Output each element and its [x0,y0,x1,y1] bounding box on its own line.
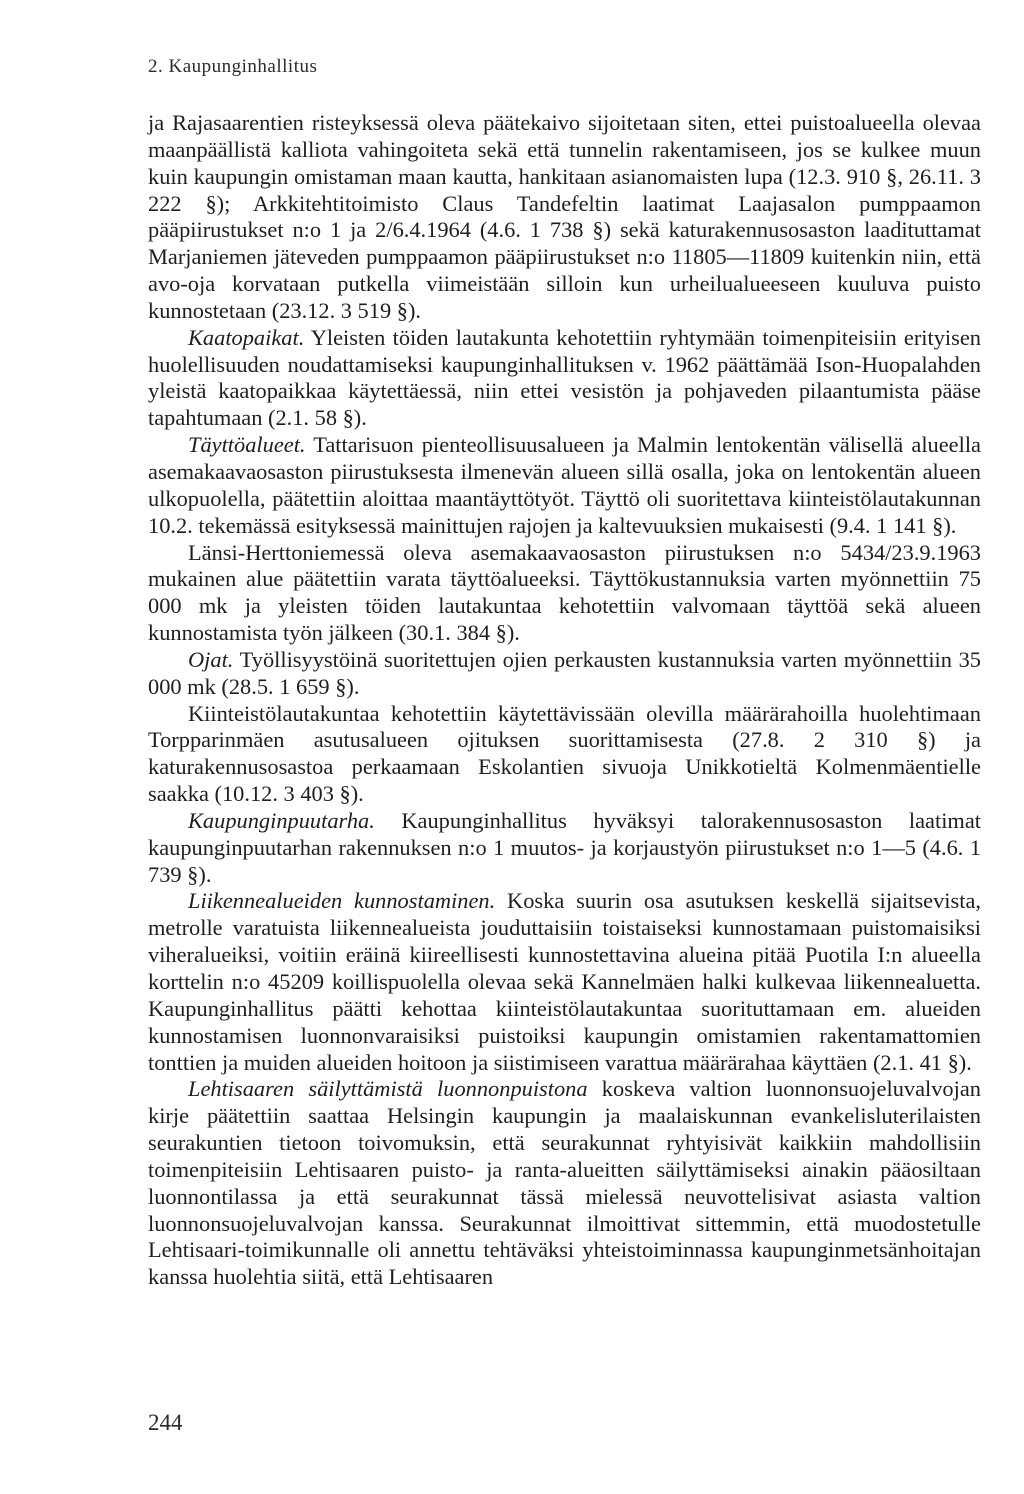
paragraph-tayttoalueet [148,432,981,539]
paragraph-text: ja Rajasaarentien risteyksessä oleva päätekaivo sijoitetaan siten, ettei puistoalueella olevaa maanpäällistä kalliota vahingoiteta sekä että tunnelin rakentamiseen, jos se kulkee muun kuin kaupungin omistaman maan kautta, hankitaan asianomaisten lupa (12.3. 910 §, 26.11. 3 222 §); Arkkitehtitoimisto Claus Tandefeltin laatimat Laajasalon pumppaamon pääpiirustukset n:o 1 ja 2/6.4.1964 (4.6. 1 738 §) sekä katurakennusosaston laadituttamat Marjaniemen jäteveden pumppaamon pääpiirustukset n:o 11805—11809 kuitenkin niin, että avo-oja korvataan putkella viimeistään silloin kun urheilualueeseen kuuluva puisto kunnostetaan (23.12. 3 519 §). [148,110,981,323]
paragraph-text: Yleisten töiden lautakunta kehotettiin ryhtymään toimenpiteisiin erityisen huolellisuuden noudattamiseksi kaupunginhallituksen v. 1962 päättämää Ison-Huopalahden yleistä kaatopaikkaa käytettäessä, niin ettei vesistön ja pohjaveden pilaantumista pääse tapahtumaan (2.1. 58 §). [148,324,981,431]
paragraph-topic: Täyttöalueet. [188,432,306,458]
paragraph-kaatopaikat [148,325,981,432]
paragraph-text: Koska suurin osa asutuksen keskellä sijaitsevista, metrolle varatuista liikennealueista jouduttaisiin toistaiseksi kunnostamaan puistomaisiksi viheralueiksi, voitiin eräinä kiireellisesti kunnostettavina alueina pitää Puotila I:n alueella korttelin n:o 45209 koillispuolella olevaa sekä Kannelmäen halki kulkevaa liikennealuetta. Kaupunginhallitus päätti kehottaa kiinteistölautakuntaa suorituttamaan em. alueiden kunnostamisen luonnonvaraisiksi puistoiksi kaupungin omistamien rakentamattomien tonttien ja muiden alueiden hoitoon ja siistimiseen varattua määrärahaa käyttäen (2.1. 41 §). [148,888,981,1075]
paragraph-text: koskeva valtion luonnonsuojeluvalvojan kirje päätettiin saattaa Helsingin kaupungin ja maalaiskunnan evankelisluterilaisten seurakuntien tietoon toivomuksin, että seurakunnat ryhtyisivät kaikkiin mahdollisiin toimenpiteisiin Lehtisaaren puisto- ja ranta-alueitten säilyttämiseksi ainakin pääosiltaan luonnontilassa ja että seurakunnat tässä mielessä neuvottelisivat asiasta valtion luonnonsuojeluvalvojan kanssa. Seurakunnat ilmoittivat sittemmin, että muodostetulle Lehtisaari-toimikunnalle oli annettu tehtäväksi yhteistoiminnassa kaupunginmetsänhoitajan kanssa huolehtia siitä, että Lehtisaaren [148,1076,981,1290]
paragraph-lansi-herttoniemi [148,540,981,647]
paragraph-text: Länsi-Herttoniemessä oleva asemakaavaosaston piirustuksen n:o 5434/23.9.1963 mukainen alue päätettiin varata täyttöalueeksi. Täyttökustannuksia varten myönnettiin 75 000 mk ja yleisten töiden lautakuntaa kehotettiin valvomaan täyttöä sekä alueen kunnostamista työn jälkeen (30.1. 384 §). [148,539,981,646]
body-text [148,110,981,1291]
paragraph-text: Kaupunginhallitus hyväksyi talorakennusosaston laatimat kaupunginpuutarhan rakennuksen n:o 1 muutos- ja korjaustyön piirustukset n:o 1—5 (4.6. 1 739 §). [148,807,981,887]
paragraph-text: Tattarisuon pienteollisuusalueen ja Malmin lentokentän välisellä alueella asemakaavaosaston piirustuksesta ilmenevän alueen sillä osalla, joka on lentokentän alueen ulkopuolella, päätettiin aloittaa maantäyttötyöt. Täyttö oli suoritettava kiinteistölautakunnan 10.2. tekemässä esityksessä mainittujen rajojen ja kaltevuuksien mukaisesti (9.4. 1 141 §). [148,432,981,538]
paragraph-topic: Lehtisaaren säilyttämistä luonnonpuistona [188,1076,588,1102]
paragraph-topic: Liikennealueiden kunnostaminen. [188,888,496,914]
paragraph-text: Kiinteistölautakuntaa kehotettiin käytettävissään olevilla määrärahoilla huolehtimaan Torpparinmäen asutusalueen ojituksen suorittamisesta (27.8. 2 310 §) ja katurakennusosastoa perkaamaan Eskolantien sivuoja Unikkotieltä Kolmenmäentielle saakka (10.12. 3 403 §). [148,700,981,807]
paragraph-text: Työllisyystöinä suoritettujen ojien perkausten kustannuksia varten myönnettiin 35 000 mk (28.5. 1 659 §). [148,646,981,699]
paragraph-kaupunginpuutarha [148,808,981,889]
paragraph-ojat [148,647,981,701]
paragraph-topic: Kaupunginpuutarha. [188,807,375,833]
paragraph-topic: Kaatopaikat. [188,324,305,350]
paragraph-liikennealueet [148,888,981,1076]
paragraph-lehtisaari [148,1076,981,1291]
running-head: 2. Kaupunginhallitus [148,56,318,77]
page-number: 244 [148,1410,183,1435]
paragraph-kiinteistolautakunta [148,701,981,808]
paragraph-continuation [148,110,981,325]
paragraph-topic: Ojat. [188,646,234,672]
